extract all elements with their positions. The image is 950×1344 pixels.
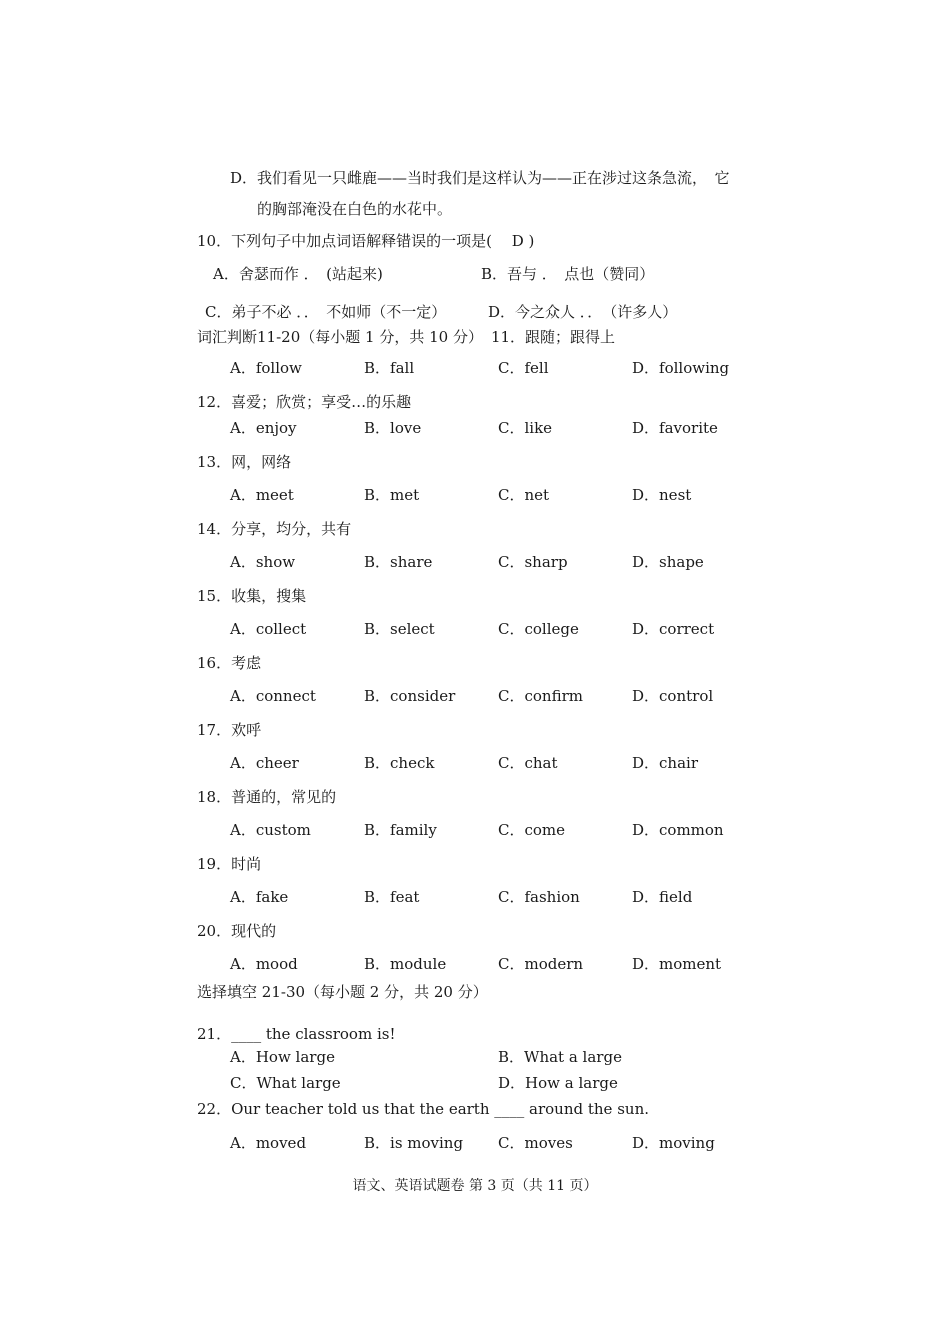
vocab-q16-option-c: C．confirm	[498, 687, 583, 705]
q10-option-a: A．舍瑟而作 ． (站起来)	[213, 265, 383, 283]
vocab-q11-option-b: B．fall	[364, 359, 415, 377]
q22-option-b: B．is moving	[364, 1134, 464, 1152]
q10-option-c: C．弟子不必 ．． 不如师（不一定）	[205, 303, 447, 321]
q9-option-d-line1: D．我们看见一只雌鹿——当时我们是这样认为——正在涉过这条急流， 它	[230, 169, 730, 187]
vocab-q13-option-b: B．met	[364, 486, 420, 504]
vocab-q15-option-d: D．correct	[632, 620, 715, 638]
vocab-q17-option-d: D．chair	[632, 754, 698, 772]
q10-stem: 10．下列句子中加点词语解释错误的一项是( D )	[197, 232, 535, 250]
q9-option-d-line2: 的胸部淹没在白色的水花中。	[257, 200, 453, 218]
vocab-q12-stem: 12．喜爱；欣赏；享受…的乐趣	[197, 393, 412, 411]
vocab-q11-option-a: A．follow	[230, 359, 302, 377]
section-fill-desc: 21-30（每小题 2 分，共 20 分）	[257, 983, 488, 1001]
q22-option-c: C．moves	[498, 1134, 573, 1152]
vocab-q12-option-c: C．like	[498, 419, 553, 437]
vocab-q12-option-a: A．enjoy	[230, 419, 297, 437]
q11-stem: 11．跟随；跟得上	[490, 328, 616, 346]
vocab-q13-stem: 13．网，网络	[197, 453, 292, 471]
q21-stem: 21．____ the classroom is!	[197, 1025, 396, 1043]
section-fill-title: 选择填空	[197, 983, 258, 1001]
vocab-q11-option-c: C．fell	[498, 359, 549, 377]
vocab-q19-option-b: B．feat	[364, 888, 420, 906]
vocab-q16-stem: 16．考虑	[197, 654, 262, 672]
vocab-q14-option-b: B．share	[364, 553, 433, 571]
page-footer: 语文、英语试题卷 第 3 页（共 11 页）	[352, 1178, 598, 1194]
vocab-q17-option-c: C．chat	[498, 754, 558, 772]
vocab-q16-option-b: B．consider	[364, 687, 456, 705]
vocab-q11-option-d: D．following	[632, 359, 730, 377]
section-fill-heading	[197, 982, 488, 1002]
q10-option-d: D．今之众人 ．． （许多人）	[488, 303, 678, 321]
vocab-q15-stem: 15．收集，搜集	[197, 587, 307, 605]
vocab-q14-option-a: A．show	[230, 553, 296, 571]
vocab-q20-stem: 20．现代的	[197, 922, 277, 940]
q21-option-d: D．How a large	[498, 1074, 618, 1092]
q21-option-b: B．What a large	[498, 1048, 622, 1066]
vocab-q20-option-d: D．moment	[632, 955, 722, 973]
vocab-q20-option-c: C．modern	[498, 955, 584, 973]
q22-option-a: A．moved	[230, 1134, 307, 1152]
vocab-q17-option-a: A．cheer	[230, 754, 299, 772]
vocab-q13-option-a: A．meet	[230, 486, 294, 504]
vocab-q14-option-d: D．shape	[632, 553, 704, 571]
vocab-q19-option-a: A．fake	[230, 888, 289, 906]
vocab-q18-option-d: D．common	[632, 821, 724, 839]
section-vocab-desc: 11-20（每小题 1 分，共 10 分）	[257, 328, 483, 346]
vocab-q15-option-b: B．select	[364, 620, 435, 638]
vocab-q17-stem: 17．欢呼	[197, 721, 262, 739]
q22-stem: 22．Our teacher told us that the earth ____ around the sun.	[197, 1100, 649, 1118]
vocab-q18-option-c: C．come	[498, 821, 566, 839]
vocab-q20-option-b: B．module	[364, 955, 447, 973]
vocab-q14-option-c: C．sharp	[498, 553, 568, 571]
q21-option-a: A．How large	[230, 1048, 335, 1066]
vocab-q19-stem: 19．时尚	[197, 855, 262, 873]
q21-option-c: C．What large	[230, 1074, 341, 1092]
section-vocab-heading	[197, 327, 615, 347]
section-vocab-title: 词汇判断	[197, 328, 258, 346]
vocab-q13-option-c: C．net	[498, 486, 550, 504]
vocab-q19-option-c: C．fashion	[498, 888, 580, 906]
q10-option-b: B．吾与 ． 点也（赞同）	[481, 265, 655, 283]
vocab-q19-option-d: D．field	[632, 888, 693, 906]
vocab-q15-option-c: C．college	[498, 620, 579, 638]
vocab-q18-option-a: A．custom	[230, 821, 311, 839]
vocab-q18-stem: 18．普通的，常见的	[197, 788, 337, 806]
vocab-q12-option-d: D．favorite	[632, 419, 718, 437]
vocab-q18-option-b: B．family	[364, 821, 437, 839]
vocab-q16-option-a: A．connect	[230, 687, 316, 705]
vocab-q12-option-b: B．love	[364, 419, 422, 437]
q22-option-d: D．moving	[632, 1134, 715, 1152]
vocab-q14-stem: 14．分享，均分，共有	[197, 520, 352, 538]
vocab-q13-option-d: D．nest	[632, 486, 692, 504]
vocab-q20-option-a: A．mood	[230, 955, 298, 973]
vocab-q16-option-d: D．control	[632, 687, 714, 705]
vocab-q15-option-a: A．collect	[230, 620, 307, 638]
vocab-q17-option-b: B．check	[364, 754, 435, 772]
